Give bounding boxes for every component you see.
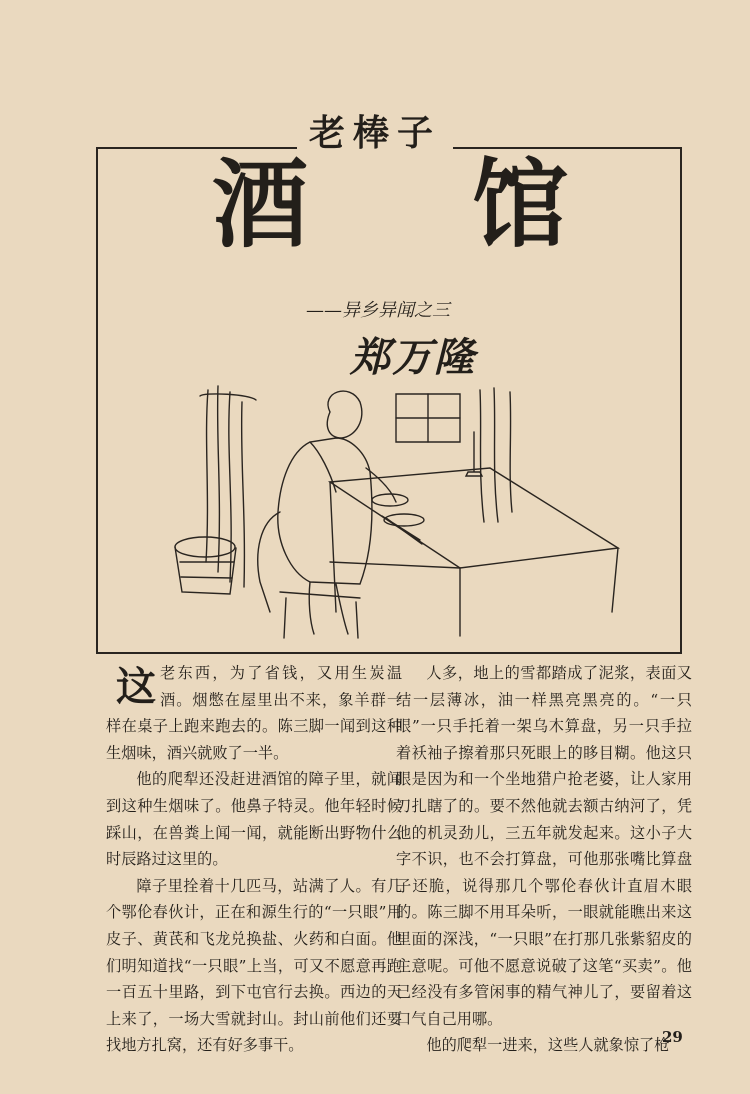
page-title [0,150,750,260]
tavern-illustration [160,372,620,640]
author-signature: 郑万隆 [350,334,476,381]
series-title-text: 老棒子 [297,112,453,154]
paragraph: 他的爬犁一进来，这些人就象惊了枪 [426,1036,670,1055]
page-number: 29 [662,1028,683,1046]
right-column [396,660,692,1059]
paragraph: 他的爬犁还没赶进酒馆的障子里，就闻到这种生烟味了。他鼻子特灵。他年轻时候踩山，在兽粪上闻一闻，就能断出野物什么时辰路过这里的。 [106,770,402,869]
drop-cap: 这 [116,663,156,710]
paragraph-text: 老东西，为了省钱，又用生炭温酒。烟憋在屋里出不来，象羊群一样在桌子上跑来跑去的。陈三脚一闻到这种生烟味，酒兴就败了一半。 [106,664,402,762]
paragraph: 障子里拴着十几匹马，站满了人。有几个鄂伦春伙计，正在和源生行的“一只眼”用皮子、黄芪和飞龙兑换盐、火药和白面。他们明知道找“一只眼”上当，可又不愿意再跑一百五十里路，到下屯官行去换。西边的天上来了，一场大雪就封山。封山前他们还要找地方扎窝，还有好多事干。 [106,876,402,1055]
series-title [0,105,750,156]
subtitle: ——异乡异闻之三 [306,300,450,321]
left-column [106,660,402,1059]
paragraph: 人多，地上的雪都踏成了泥浆，表面又结一层薄冰，油一样黑亮黑亮的。“一只眼”一只手托着一架乌木算盘，另一只手拉着袄袖子擦着那只死眼上的眵目糊。他这只眼是因为和一个坐地猎户抢老婆，让人家用刀扎瞎了的。要不然他就去额古纳河了，凭他的机灵劲儿，三五年就发起来。这小子大字不识，也不会打算盘，可他那张嘴比算盘子还脆，说得那几个鄂伦春伙计直眉木眼的。陈三脚不用耳朵听，一眼就能瞧出来这里面的深浅，“一只眼”在打那几张紫貂皮的主意呢。可他不愿意说破了这笔“买卖”。他已经没有多管闲事的精气神儿了，要留着这口气自己用哪。 [396,664,692,1028]
title-char-2: 馆 [472,148,568,261]
title-char-1: 酒 [212,148,308,261]
paragraph [106,660,402,766]
